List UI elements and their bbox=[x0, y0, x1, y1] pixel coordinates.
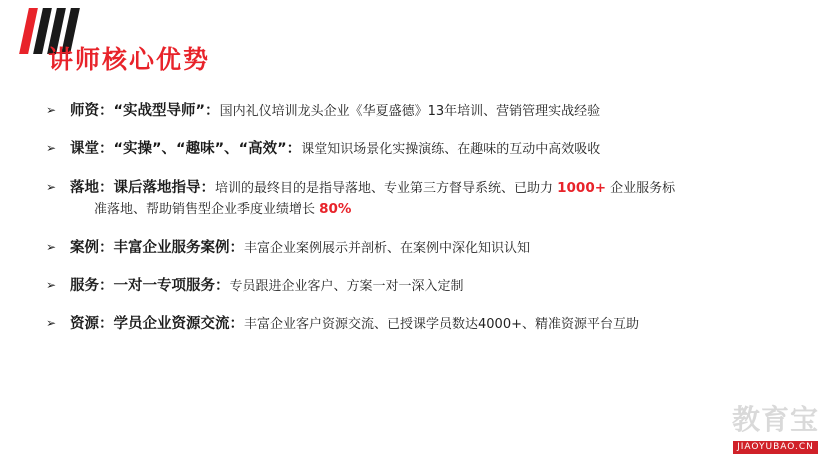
list-item-line bbox=[70, 275, 804, 297]
item-text: 丰富企业案例展示并剖析、在案例中深化知识认知 bbox=[244, 240, 531, 256]
list-item-line bbox=[70, 138, 804, 160]
list-item-line bbox=[70, 177, 804, 199]
watermark-domain: JIAOYUBAO.CN bbox=[733, 441, 818, 454]
item-lead: 课后落地指导： bbox=[113, 179, 215, 196]
item-lead: “实战型导师”： bbox=[113, 103, 220, 119]
bullet-arrow-icon: ➢ bbox=[46, 179, 57, 194]
item-label: 资源： bbox=[70, 316, 114, 333]
item-lead: 学员企业资源交流： bbox=[113, 316, 244, 333]
list-item-line bbox=[70, 100, 804, 122]
item-label: 案例： bbox=[70, 239, 114, 256]
item-lead: 一对一专项服务： bbox=[113, 278, 230, 295]
item-label: 落地： bbox=[70, 179, 114, 196]
bullet-arrow-icon: ➢ bbox=[46, 103, 57, 117]
item-label: 课堂： bbox=[70, 141, 114, 158]
bullet-list bbox=[44, 100, 804, 352]
item-text: 丰富企业客户资源交流、已授课学员数达4000+、精准资源平台互助 bbox=[244, 317, 639, 333]
list-item-line-2 bbox=[70, 199, 804, 220]
list-item-line bbox=[70, 313, 804, 335]
list-item bbox=[44, 138, 804, 160]
list-item bbox=[44, 237, 804, 259]
item-text-b: 企业服务标 bbox=[606, 180, 676, 196]
item-lead: “实操”、“趣味”、“高效”： bbox=[113, 141, 302, 158]
bullet-arrow-icon: ➢ bbox=[46, 141, 57, 156]
bullet-arrow-icon: ➢ bbox=[46, 239, 57, 254]
highlight-metric-1000plus: 1000+ bbox=[557, 179, 607, 196]
item-lead: 丰富企业服务案例： bbox=[113, 239, 244, 256]
item-text: 国内礼仪培训龙头企业《华夏盛德》13年培训、营销管理实战经验 bbox=[219, 104, 601, 119]
item-text: 课堂知识场景化实操演练、在趣味的互动中高效吸收 bbox=[301, 142, 601, 158]
list-item bbox=[44, 100, 804, 122]
bullet-arrow-icon: ➢ bbox=[46, 278, 57, 293]
watermark-logo-text: 教育宝 bbox=[731, 403, 819, 436]
watermark bbox=[731, 403, 819, 454]
item-text-a: 培训的最终目的是指导落地、专业第三方督导系统、已助力 bbox=[215, 180, 558, 196]
item-label: 师资： bbox=[70, 103, 114, 119]
list-item bbox=[44, 177, 804, 221]
slide-title: 讲师核心优势 bbox=[48, 45, 211, 74]
list-item bbox=[44, 275, 804, 297]
highlight-metric-80percent: 80% bbox=[319, 201, 352, 218]
item-text: 专员跟进企业客户、方案一对一深入定制 bbox=[229, 279, 464, 295]
list-item-line bbox=[70, 237, 804, 259]
item-label: 服务： bbox=[70, 278, 114, 295]
list-item bbox=[44, 313, 804, 335]
bullet-arrow-icon: ➢ bbox=[46, 316, 57, 331]
item-text-c: 准落地、帮助销售型企业季度业绩增长 bbox=[94, 202, 320, 218]
